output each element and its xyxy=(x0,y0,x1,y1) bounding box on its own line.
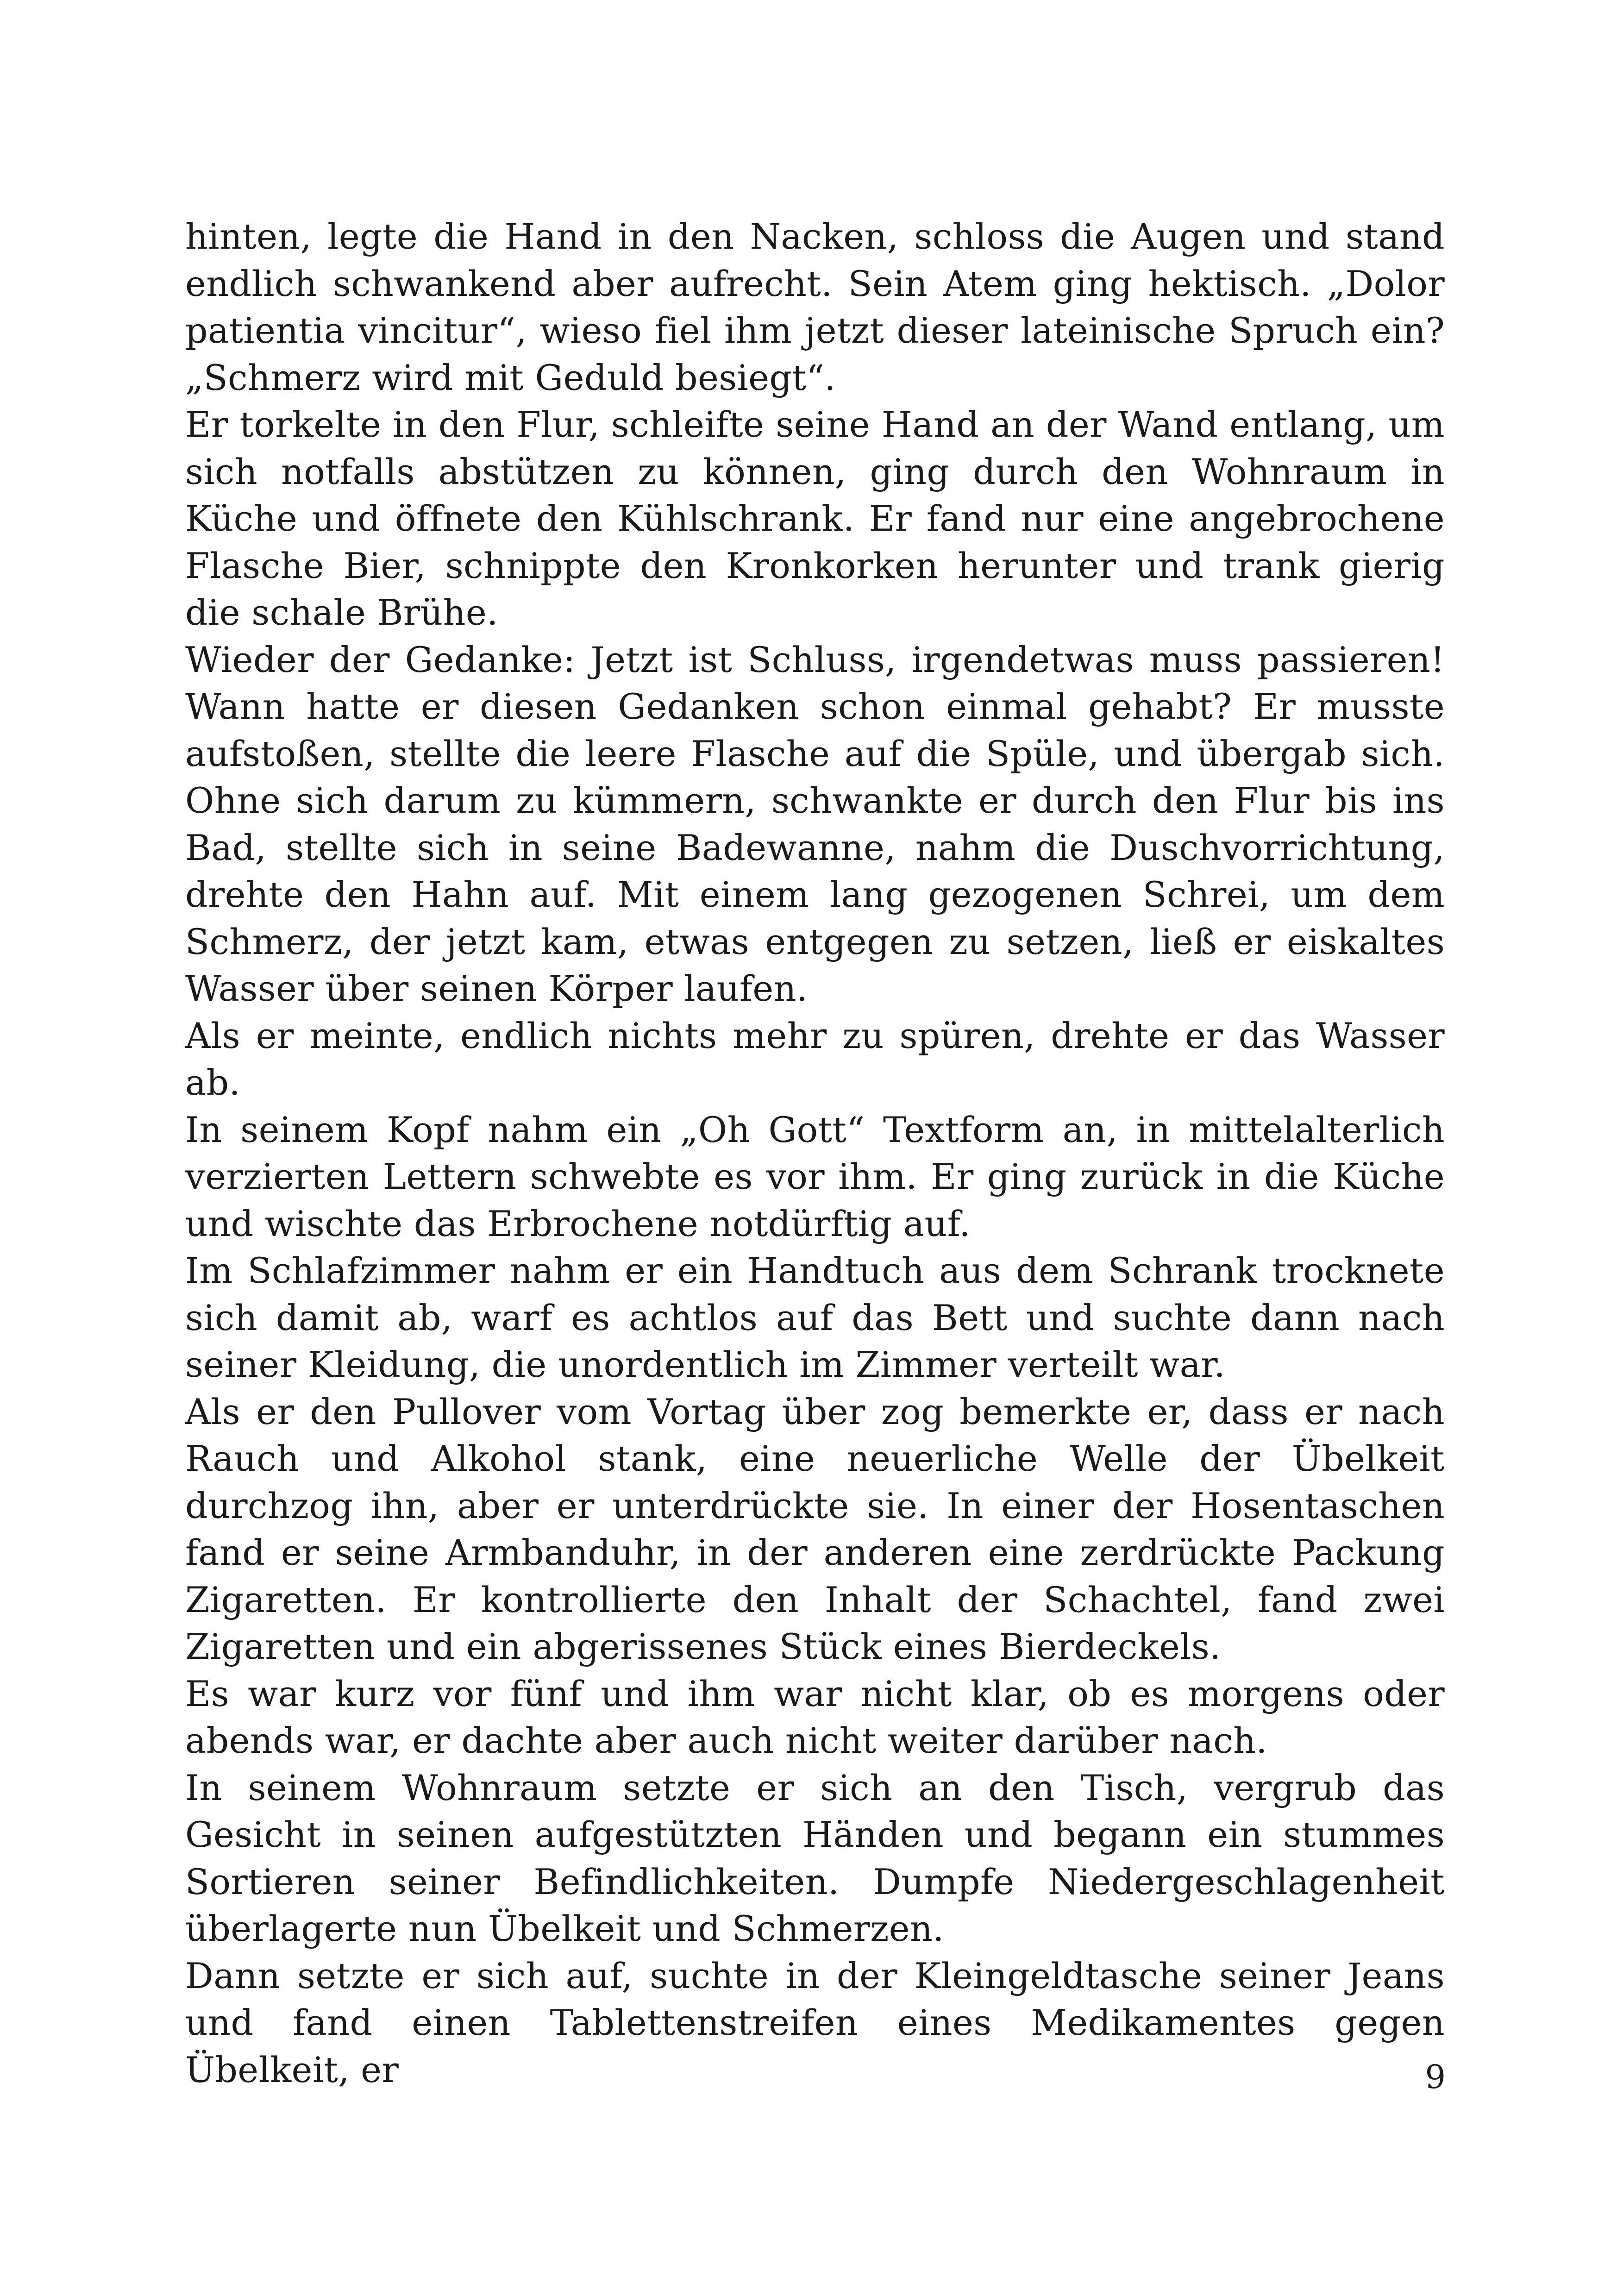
paragraph-1: hinten, legte die Hand in den Nacken, schloss die Augen und stand endlich schwankend aber aufrecht. Sein Atem ging hektisch. „Dolor patientia vincitur“, wieso fiel ihm jetzt dieser lateinische Spruch ein? „Schmerz wird mit Geduld besiegt“. xyxy=(185,216,1445,398)
paragraph-8: Es war kurz vor fünf und ihm war nicht klar, ob es morgens oder abends war, er dachte aber auch nicht weiter darüber nach. xyxy=(185,1673,1445,1761)
paragraph-9: In seinem Wohnraum setzte er sich an den Tisch, vergrub das Gesicht in seinen aufgestützten Händen und begann ein stummes Sortieren seiner Befindlichkeiten. Dumpfe Niedergeschlagenheit überlagerte nun Übelkeit und Schmerzen. xyxy=(185,1767,1445,1949)
paragraph-2: Er torkelte in den Flur, schleifte seine Hand an der Wand entlang, um sich notfalls abstützen zu können, ging durch den Wohnraum in Küche und öffnete den Kühlschrank. Er fand nur eine angebrochene Flasche Bier, schnippte den Kronkorken herunter und trank gierig die schale Brühe. xyxy=(185,404,1445,633)
paragraph-10: Dann setzte er sich auf, suchte in der Kleingeldtasche seiner Jeans und fand einen Tablettenstreifen eines Medikamentes gegen Übelkeit, er xyxy=(185,1955,1445,2090)
paragraph-3: Wieder der Gedanke: Jetzt ist Schluss, irgendetwas muss passieren! Wann hatte er diesen Gedanken schon einmal gehabt? Er musste aufstoßen, stellte die leere Flasche auf die Spüle, und übergab sich. Ohne sich darum zu kümmern, schwankte er durch den Flur bis ins Bad, stellte sich in seine Badewanne, nahm die Duschvorrichtung, drehte den Hahn auf. Mit einem lang gezogenen Schrei, um dem Schmerz, der jetzt kam, etwas entgegen zu setzen, ließ er eiskaltes Wasser über seinen Körper laufen. xyxy=(185,639,1445,1009)
paragraph-6: Im Schlafzimmer nahm er ein Handtuch aus dem Schrank trocknete sich damit ab, warf es achtlos auf das Bett und suchte dann nach seiner Kleidung, die unordentlich im Zimmer verteilt war. xyxy=(185,1250,1445,1385)
paragraph-5: In seinem Kopf nahm ein „Oh Gott“ Textform an, in mittelalterlich verzierten Lettern schwebte es vor ihm. Er ging zurück in die Küche und wischte das Erbrochene notdürftig auf. xyxy=(185,1109,1445,1244)
paragraph-4: Als er meinte, endlich nichts mehr zu spüren, drehte er das Wasser ab. xyxy=(185,1015,1445,1103)
paragraph-7: Als er den Pullover vom Vortag über zog bemerkte er, dass er nach Rauch und Alkohol stank, eine neuerliche Welle der Übelkeit durchzog ihn, aber er unterdrückte sie. In einer der Hosentaschen fand er seine Armbanduhr, in der anderen eine zerdrückte Packung Zigaretten. Er kontrollierte den Inhalt der Schachtel, fand zwei Zigaretten und ein abgerissenes Stück eines Bierdeckels. xyxy=(185,1391,1445,1667)
body-text xyxy=(185,213,1445,2093)
page-number: 9 xyxy=(1425,2058,1446,2096)
